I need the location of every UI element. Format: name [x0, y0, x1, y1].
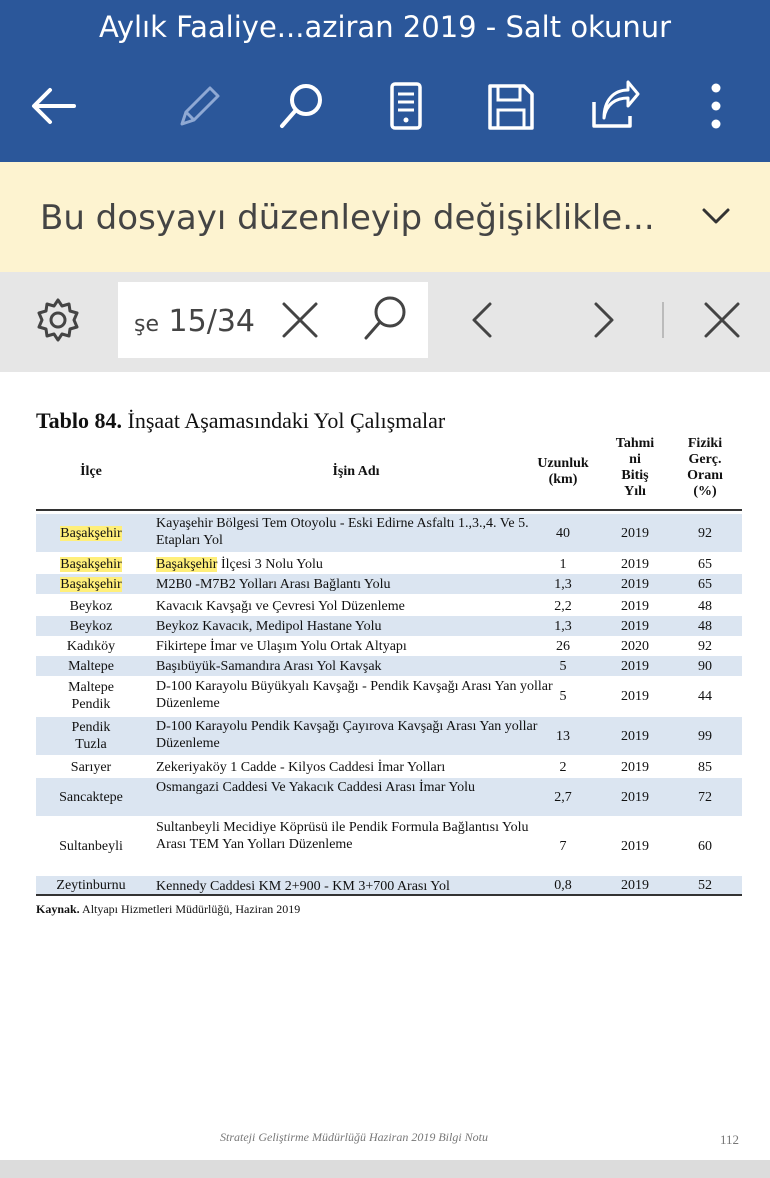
cell-yil: 2019	[621, 556, 649, 572]
cell-isin-adi: Zekeriyaköy 1 Cadde - Kilyos Caddesi İmar Yolları	[156, 760, 446, 775]
cell-oran: 44	[698, 688, 712, 704]
share-icon[interactable]	[586, 78, 642, 134]
header-yil: Tahmi ni Bitiş Yılı	[615, 436, 655, 499]
cell-ilce: Sarıyer	[70, 759, 112, 775]
cell-uzunluk: 5	[559, 688, 567, 704]
cell-yil: 2019	[621, 618, 649, 634]
cell-uzunluk: 1,3	[554, 618, 572, 634]
cell-ilce: Zeytinburnu	[56, 877, 126, 893]
clear-search-icon[interactable]	[276, 296, 324, 344]
table-row	[36, 778, 742, 816]
find-query-fragment: şe	[134, 312, 159, 337]
cell-ilce: Kadıköy	[66, 638, 116, 654]
cell-uzunluk: 0,8	[554, 878, 572, 893]
cell-isin-adi: D-100 Karayolu Büyükyalı Kavşağı - Pendik Kavşağı Arası Yan yollar Düzenleme	[156, 679, 553, 711]
document-page[interactable]	[0, 372, 770, 1162]
table-row	[36, 554, 742, 574]
previous-result-icon[interactable]	[458, 296, 506, 344]
table-row	[36, 574, 742, 594]
cell-uzunluk: 26	[556, 638, 570, 654]
table-row	[36, 818, 742, 874]
source-label: Kaynak.	[36, 902, 80, 916]
cell-ilce	[36, 576, 146, 593]
source-note	[36, 902, 300, 917]
cell-ilce: Beykoz	[69, 618, 113, 634]
cell-ilce: Sultanbeyli	[59, 838, 123, 854]
find-result-count: 15/34	[168, 304, 256, 339]
cell-yil: 2019	[621, 728, 649, 744]
search-highlight: Başakşehir	[60, 576, 122, 592]
cell-oran: 52	[698, 878, 712, 893]
cell-isin-adi: Kayaşehir Bölgesi Tem Otoyolu - Eski Edirne Asfaltı 1.,3.,4. Ve 5. Etapları Yol	[156, 516, 529, 548]
cell-oran: 99	[698, 728, 712, 744]
table-row	[36, 596, 742, 616]
cell-uzunluk: 7	[559, 838, 567, 854]
table-bottom-rule	[36, 894, 742, 896]
cell-oran: 85	[698, 759, 712, 775]
cell-oran: 92	[698, 525, 712, 541]
cell-oran: 48	[698, 618, 712, 634]
table-title	[36, 408, 445, 434]
table-row	[36, 636, 742, 656]
back-icon[interactable]	[26, 78, 82, 134]
source-text: Altyapı Hizmetleri Müdürlüğü, Haziran 2019	[79, 902, 301, 916]
cell-oran: 60	[698, 838, 712, 854]
cell-oran: 72	[698, 789, 712, 805]
cell-uzunluk: 13	[556, 728, 570, 744]
find-bar-separator	[662, 302, 664, 338]
cell-yil: 2019	[621, 688, 649, 704]
header-uzunluk: Uzunluk (km)	[537, 456, 589, 487]
reading-view-icon[interactable]	[378, 78, 434, 134]
cell-yil: 2019	[621, 576, 649, 592]
search-highlight: Başakşehir	[156, 557, 218, 572]
find-count	[134, 304, 255, 339]
table-row	[36, 514, 742, 552]
header-ilce: İlçe	[80, 464, 102, 479]
header-isin-adi: İşin Adı	[332, 464, 380, 479]
table-title-text: İnşaat Aşamasındaki Yol Çalışmalar	[122, 408, 446, 433]
cell-oran: 65	[698, 576, 712, 592]
page-number: 112	[720, 1132, 740, 1147]
notice-text: Bu dosyayı düzenleyip değişiklikle...	[40, 198, 655, 238]
chevron-down-icon[interactable]	[696, 196, 736, 236]
next-result-icon[interactable]	[580, 296, 628, 344]
cell-isin-adi: Başıbüyük-Samandıra Arası Yol Kavşak	[156, 659, 382, 674]
cell-uzunluk: 2,2	[554, 598, 572, 614]
close-find-icon[interactable]	[698, 296, 746, 344]
cell-yil: 2019	[621, 759, 649, 775]
cell-yil: 2019	[621, 598, 649, 614]
cell-ilce: Pendik Tuzla	[71, 720, 111, 752]
cell-isin-adi: Fikirtepe İmar ve Ulaşım Yolu Ortak Altyapı	[156, 639, 407, 654]
table-row	[36, 616, 742, 636]
edit-pencil-icon[interactable]	[170, 78, 226, 134]
more-options-icon[interactable]	[690, 78, 746, 134]
cell-ilce: Maltepe Pendik	[68, 680, 114, 712]
cell-isin-adi: Osmangazi Caddesi Ve Yakacık Caddesi Arası İmar Yolu	[156, 780, 475, 795]
cell-yil: 2019	[621, 878, 649, 893]
cell-isin-adi: Kennedy Caddesi KM 2+900 - KM 3+700 Arası Yol	[156, 879, 450, 894]
cell-uzunluk: 5	[559, 658, 567, 674]
cell-oran: 92	[698, 638, 712, 654]
cell-uzunluk: 1	[559, 556, 567, 572]
table-row	[36, 757, 742, 777]
cell-uzunluk: 2,7	[554, 789, 572, 805]
table-row	[36, 677, 742, 715]
cell-ilce: Maltepe	[68, 658, 114, 674]
cell-uzunluk: 1,3	[554, 576, 572, 592]
table-row	[36, 656, 742, 676]
window-title: Aylık Faaliye...aziran 2019 - Salt okunur	[98, 10, 672, 44]
page-footer: Strateji Geliştirme Müdürlüğü Haziran 2019 Bilgi Notu	[220, 1130, 489, 1144]
page-gap	[0, 1160, 770, 1178]
save-icon[interactable]	[482, 78, 538, 134]
cell-isin-adi: D-100 Karayolu Pendik Kavşağı Çayırova Kavşağı Arası Yan yollar Düzenleme	[156, 719, 538, 751]
search-icon[interactable]	[274, 78, 330, 134]
cell-oran: 48	[698, 598, 712, 614]
cell-ilce: Sancaktepe	[59, 789, 123, 805]
cell-yil: 2019	[621, 838, 649, 854]
cell-yil: 2020	[621, 638, 649, 654]
find-search-icon[interactable]	[362, 294, 410, 342]
cell-uzunluk: 2	[559, 759, 567, 775]
cell-isin-adi: Kavacık Kavşağı ve Çevresi Yol Düzenleme	[156, 599, 405, 614]
search-highlight: Başakşehir	[60, 556, 122, 572]
cell-isin-adi: Başakşehir İlçesi 3 Nolu Yolu	[156, 557, 323, 572]
table-top-rule	[36, 509, 742, 511]
search-highlight: Başakşehir	[60, 525, 122, 541]
table-row	[36, 717, 742, 755]
cell-oran: 90	[698, 658, 712, 674]
cell-isin-adi: Beykoz Kavacık, Medipol Hastane Yolu	[156, 619, 382, 634]
read-only-notice-bar[interactable]	[0, 162, 770, 272]
header-oran: Fiziki Gerç. Oranı (%)	[687, 436, 723, 499]
cell-yil: 2019	[621, 658, 649, 674]
cell-yil: 2019	[621, 525, 649, 541]
cell-isin-adi: M2B0 -M7B2 Yolları Arası Bağlantı Yolu	[156, 577, 391, 592]
table-number: Tablo 84.	[36, 408, 123, 433]
table-row	[36, 876, 742, 894]
cell-isin-adi: Sultanbeyli Mecidiye Köprüsü ile Pendik Formula Bağlantısı Yolu Arası TEM Yan Yolları Düzenleme	[156, 820, 529, 852]
cell-oran: 65	[698, 556, 712, 572]
cell-ilce: Beykoz	[69, 598, 113, 614]
cell-ilce	[36, 525, 146, 542]
cell-ilce	[36, 556, 146, 573]
cell-uzunluk: 40	[556, 525, 570, 541]
gear-icon[interactable]	[34, 296, 82, 344]
cell-yil: 2019	[621, 789, 649, 805]
